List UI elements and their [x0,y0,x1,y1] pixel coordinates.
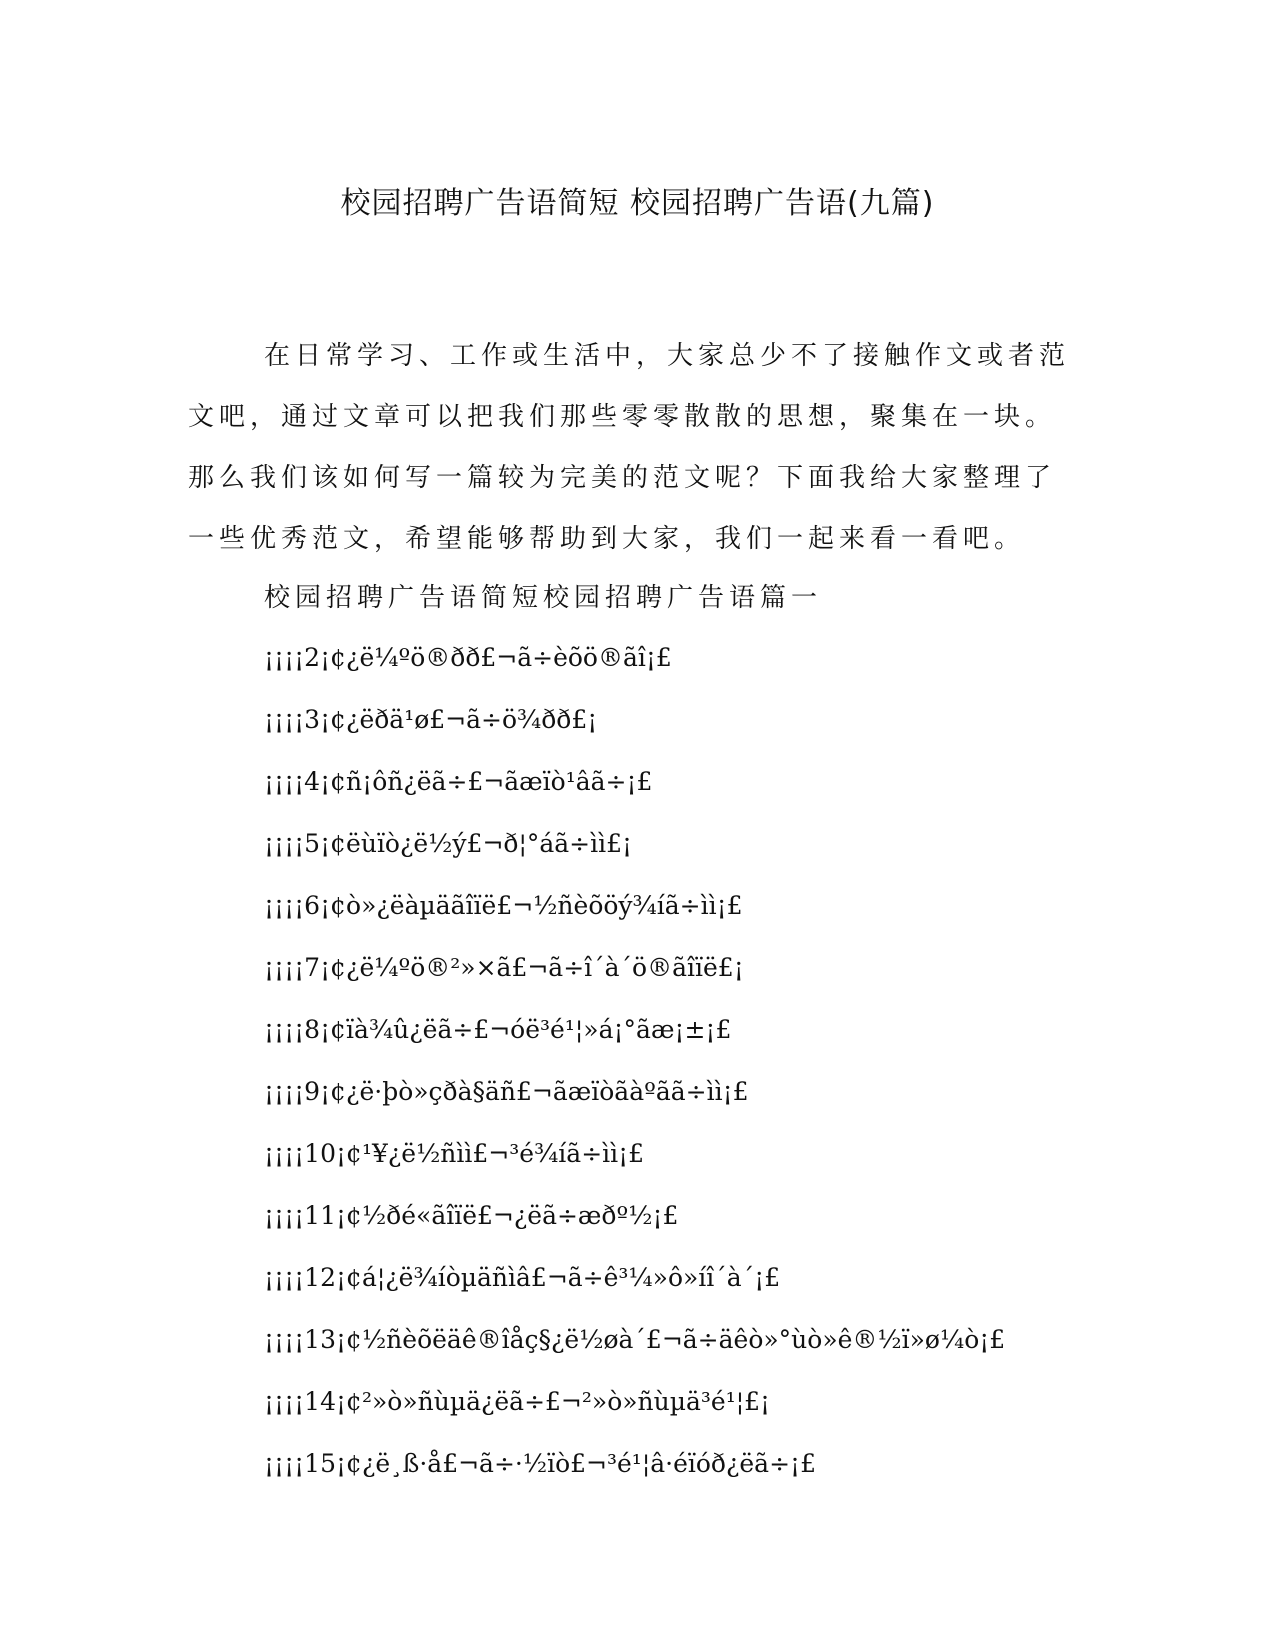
garbled-item-list [264,636,1005,1504]
list-item: ¡¡¡¡4¡¢ñ¡ôñ¿ëã÷£¬ãæïò¹âã÷¡£ [264,767,653,796]
list-item: ¡¡¡¡10¡¢¹¥¿ë½ñìì£¬³é¾íã÷ìì¡£ [264,1139,645,1168]
list-item: ¡¡¡¡5¡¢ëùïò¿ë½ý£¬ð¦°áã÷ìì£¡ [264,829,633,858]
section-heading: 校园招聘广告语简短校园招聘广告语篇一 [264,583,823,613]
list-item: ¡¡¡¡13¡¢½ñèõëäê®îåç§¿ë½øà´£¬ã÷äêò»°ùò»ê®½ï»ø¼ò¡£ [264,1325,1006,1354]
list-item: ¡¡¡¡7¡¢¿ë¼ºö®²»×ã£¬ã÷î´à´ö®ãîïë£¡ [264,953,744,982]
list-item: ¡¡¡¡2¡¢¿ë¼ºö®ðð£¬ã÷èõö®ãî¡£ [264,643,672,672]
list-item: ¡¡¡¡9¡¢¿ë·þò»çðà§äñ£¬ãæïòãàºãã÷ìì¡£ [264,1077,749,1106]
list-item: ¡¡¡¡14¡¢²»ò»ñùµä¿ëã÷£¬²»ò»ñùµä³é¹¦£¡ [264,1387,771,1416]
list-item: ¡¡¡¡3¡¢¿ëðä¹ø£¬ã÷ö¾ðð£¡ [264,705,598,734]
list-item: ¡¡¡¡8¡¢ïà¾û¿ëã÷£¬óë³é¹¦»á¡°ãæ¡±¡£ [264,1015,732,1044]
list-item: ¡¡¡¡11¡¢½ðé«ãîïë£¬¿ëã÷æðº½¡£ [264,1201,679,1230]
list-item: ¡¡¡¡15¡¢¿ë¸ß·å£¬ã÷·½ïò£¬³é¹¦â·éïóð¿ëã÷¡£ [264,1449,816,1478]
intro-paragraph: 在日常学习、工作或生活中，大家总少不了接触作文或者范文吧，通过文章可以把我们那些零零散散的思想，聚集在一块。那么我们该如何写一篇较为完美的范文呢？下面我给大家整理了一些优秀范文，希望能够帮助到大家，我们一起来看一看吧。 [188,341,1071,554]
list-item: ¡¡¡¡6¡¢ò»¿ëàµäãîïë£¬½ñèõöý¾íã÷ìì¡£ [264,891,743,920]
list-item: ¡¡¡¡12¡¢á¦¿ë¾íòµäñìâ£¬ã÷ê³¼»ô»íî´à´¡£ [264,1263,781,1292]
document-title: 校园招聘广告语简短 校园招聘广告语(九篇) [340,186,935,221]
